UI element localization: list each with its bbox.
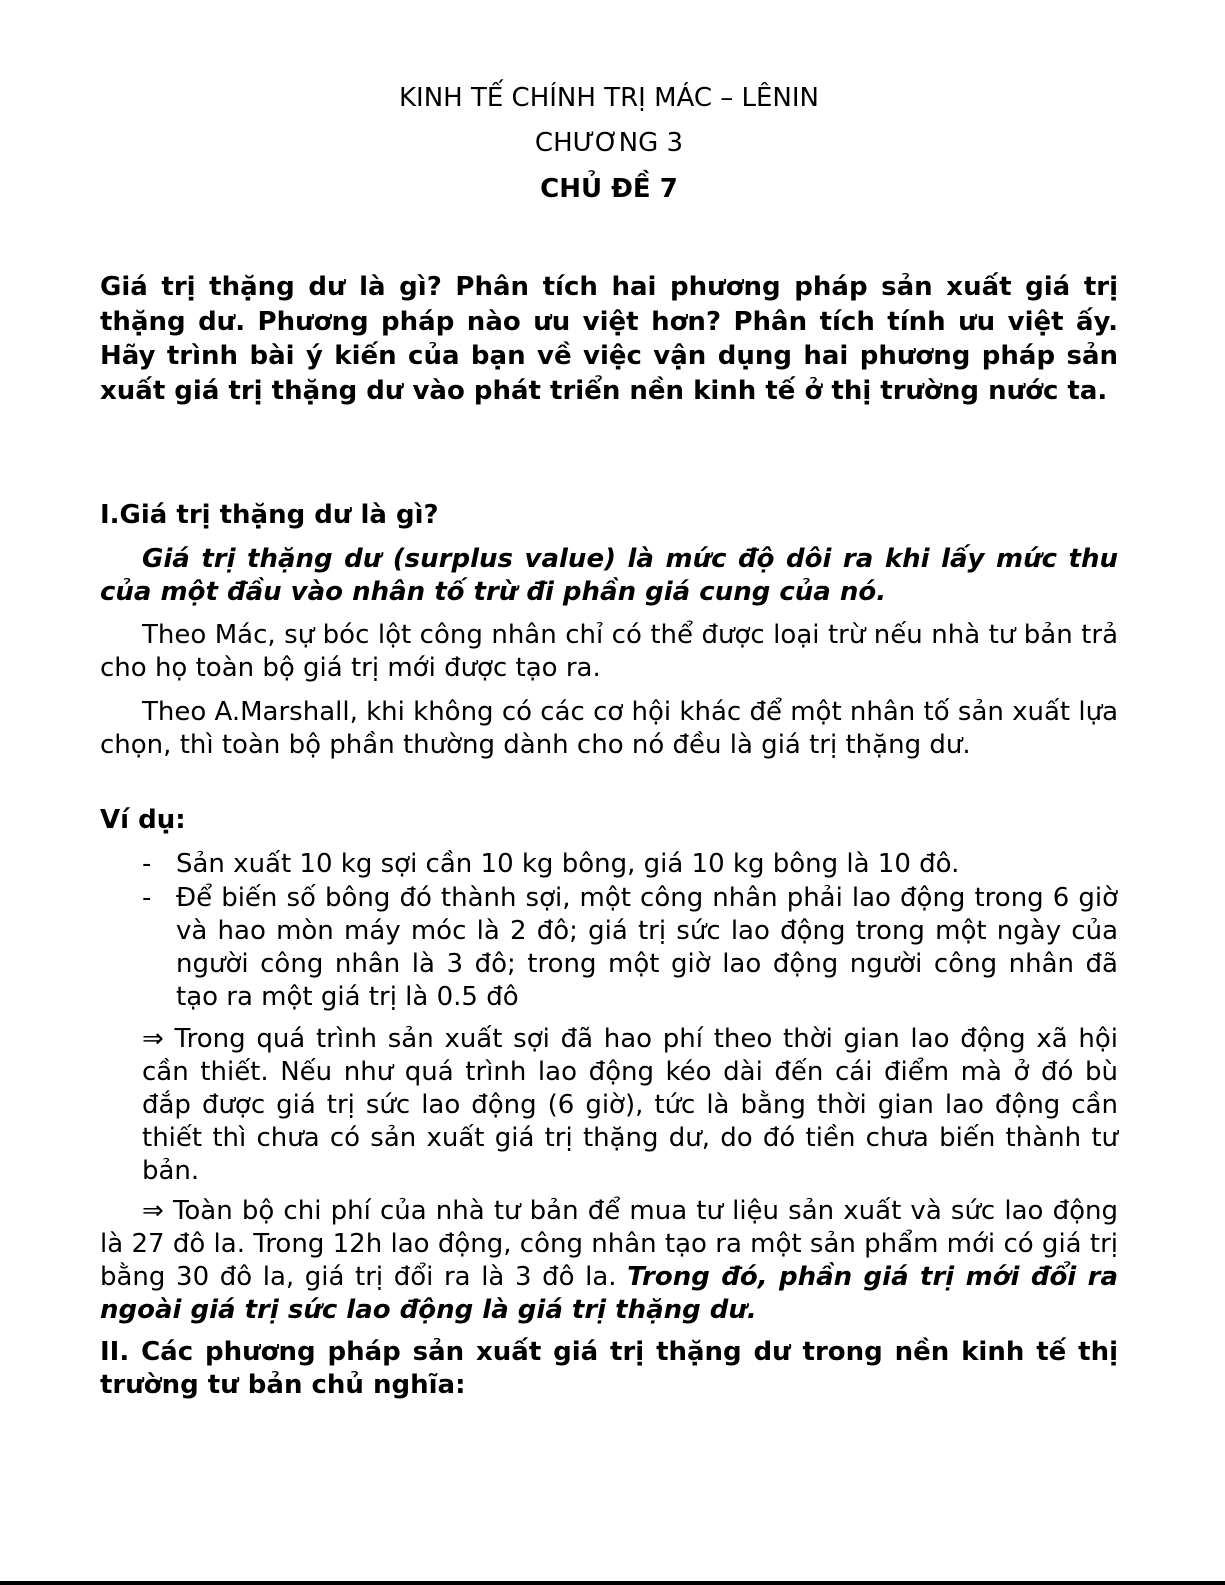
conclusion-2-emphasis: Trong đó, phần giá trị mới đổi ra ngoài giá trị sức lao động là giá trị thặng dư. <box>100 1262 1118 1325</box>
list-item <box>100 882 1118 1014</box>
conclusion-paragraph-1: ⇒ Trong quá trình sản xuất sợi đã hao phí theo thời gian lao động xã hội cần thiết. Nếu như quá trình lao động kéo dài đến cái điểm mà ở đó bù đắp được giá trị sức lao động (6 giờ), tức là bằng thời gian lao động cần thiết thì chưa có sản xuất giá trị thặng dư, do đó tiền chưa biến thành tư bản. <box>142 1024 1118 1186</box>
list-dash: - <box>142 883 152 913</box>
example-label: Ví dụ: <box>100 805 186 835</box>
list-dash: - <box>142 849 152 879</box>
course-title: KINH TẾ CHÍNH TRỊ MÁC – LÊNIN <box>399 83 819 113</box>
section-2-heading: II. Các phương pháp sản xuất giá trị thặng dư trong nền kinh tế thị trường tư bản chủ nghĩa: <box>100 1337 1118 1400</box>
conclusion-2-text: ⇒ Toàn bộ chi phí của nhà tư bản để mua tư liệu sản xuất và sức lao động là 27 đô la. Trong 12h lao động, công nhân tạo ra một sản phẩm mới có giá trị bằng 30 đô la, giá trị đổi ra là 3 đô la. <box>100 1196 1118 1292</box>
paragraph-marshall: Theo A.Marshall, khi không có các cơ hội khác để một nhân tố sản xuất lựa chọn, thì toàn bộ phần thường dành cho nó đều là giá trị thặng dư. <box>100 697 1119 760</box>
conclusion-paragraph-2 <box>100 1195 1118 1327</box>
surplus-value-definition: Giá trị thặng dư (surplus value) là mức độ dôi ra khi lấy mức thu của một đầu vào nhân tố trừ đi phần giá cung của nó. <box>100 544 1118 607</box>
example-item-1: Sản xuất 10 kg sợi cần 10 kg bông, giá 10 kg bông là 10 đô. <box>176 849 960 879</box>
example-item-2: Để biến số bông đó thành sợi, một công nhân phải lao động trong 6 giờ và hao mòn máy móc là 2 đô; giá trị sức lao động trong một ngày của người công nhân là 3 đô; trong một giờ lao động người công nhân đã tạo ra một giá trị là 0.5 đô <box>176 883 1118 1012</box>
page-bottom-border <box>0 1581 1225 1585</box>
essay-question: Giá trị thặng dư là gì? Phân tích hai phương pháp sản xuất giá trị thặng dư. Phương pháp nào ưu việt hơn? Phân tích tính ưu việt ấy. Hãy trình bài ý kiến của bạn về việc vận dụng hai phương pháp sản xuất giá trị thặng dư vào phát triển nền kinh tế ở thị trường nước ta. <box>100 272 1118 406</box>
example-list <box>100 848 1118 1014</box>
topic-title: CHỦ ĐỀ 7 <box>540 174 678 204</box>
paragraph-marx: Theo Mác, sự bóc lột công nhân chỉ có thể được loại trừ nếu nhà tư bản trả cho họ toàn bộ giá trị mới được tạo ra. <box>100 620 1118 683</box>
chapter-title: CHƯƠNG 3 <box>534 128 684 158</box>
list-item <box>100 848 1118 881</box>
section-1-heading: I.Giá trị thặng dư là gì? <box>100 500 439 530</box>
